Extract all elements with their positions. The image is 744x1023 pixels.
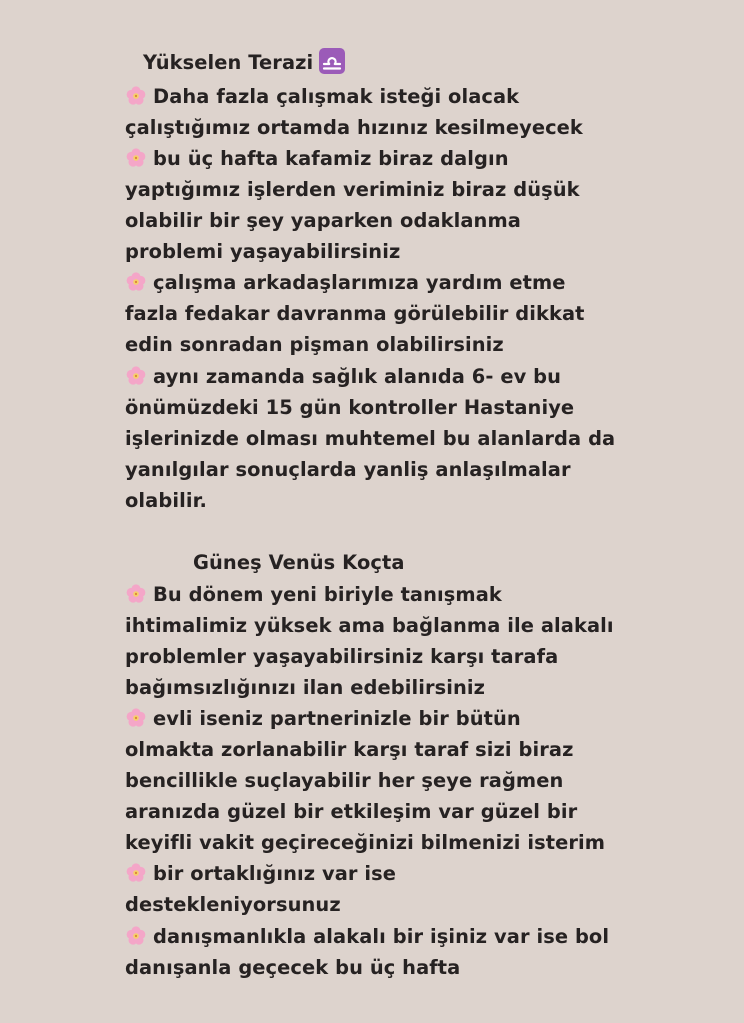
line-text: bencillikle suçlayabilir her şeye rağmen bbox=[125, 769, 564, 792]
blossom-icon bbox=[125, 925, 147, 947]
text-line bbox=[125, 111, 583, 142]
line-text: edin sonradan pişman olabilirsiniz bbox=[125, 333, 504, 356]
line-text: danışanla geçecek bu üç hafta bbox=[125, 956, 461, 979]
blossom-icon bbox=[125, 707, 147, 729]
text-line bbox=[125, 888, 341, 919]
line-text: problemi yaşayabilirsiniz bbox=[125, 240, 401, 263]
line-text: yanılgılar sonuçlarda yanliş anlaşılmalar bbox=[125, 458, 571, 481]
text-line bbox=[125, 764, 563, 795]
text-line bbox=[125, 640, 558, 671]
text-line bbox=[125, 578, 502, 609]
line-text: olabilir. bbox=[125, 489, 207, 512]
line-text: bu üç hafta kafamiz biraz dalgın bbox=[153, 147, 509, 170]
line-text: keyifli vakit geçireceğinizi bilmenizi isterim bbox=[125, 831, 606, 854]
blossom-icon bbox=[125, 365, 147, 387]
line-text: olabilir bir şey yaparken odaklanma bbox=[125, 209, 521, 232]
line-text: problemler yaşayabilirsiniz karşı tarafa bbox=[125, 645, 559, 668]
line-text: ihtimalimiz yüksek ama bağlanma ile alakalı bbox=[125, 614, 614, 637]
blossom-icon bbox=[125, 583, 147, 605]
text-line bbox=[125, 142, 509, 173]
text-line bbox=[125, 422, 615, 453]
text-line bbox=[125, 360, 561, 391]
blossom-icon bbox=[125, 147, 147, 169]
text-line bbox=[125, 702, 521, 733]
line-text: fazla fedakar davranma görülebilir dikkat bbox=[125, 302, 585, 325]
heading-text: Güneş Venüs Koçta bbox=[193, 551, 405, 574]
line-text: bağımsızlığınızı ilan edebilirsiniz bbox=[125, 676, 486, 699]
text-line bbox=[125, 80, 519, 111]
line-text: Daha fazla çalışmak isteği olacak bbox=[153, 85, 520, 108]
line-text: çalıştığımız ortamda hızınız kesilmeyecek bbox=[125, 116, 583, 139]
section-heading-gunes-venus-kocta bbox=[193, 546, 405, 577]
text-line bbox=[125, 297, 585, 328]
heading-text: Yükselen Terazi bbox=[143, 51, 314, 74]
text-line bbox=[125, 266, 566, 297]
line-text: danışmanlıkla alakalı bir işiniz var ise bol bbox=[153, 925, 610, 948]
text-line bbox=[125, 453, 571, 484]
blossom-icon bbox=[125, 271, 147, 293]
text-line bbox=[125, 826, 605, 857]
line-text: bir ortaklığınız var ise bbox=[153, 862, 397, 885]
text-line bbox=[125, 951, 460, 982]
line-text: aynı zamanda sağlık alanıda 6- ev bu bbox=[153, 365, 562, 388]
text-line bbox=[125, 795, 577, 826]
blossom-icon bbox=[125, 862, 147, 884]
text-line bbox=[125, 235, 400, 266]
text-line bbox=[125, 671, 485, 702]
text-line bbox=[125, 484, 207, 515]
text-line bbox=[125, 733, 574, 764]
line-text: işlerinizde olması muhtemel bu alanlarda da bbox=[125, 427, 616, 450]
line-text: olmakta zorlanabilir karşı taraf sizi biraz bbox=[125, 738, 574, 761]
text-line bbox=[125, 173, 580, 204]
text-line bbox=[125, 609, 614, 640]
blossom-icon bbox=[125, 85, 147, 107]
line-text: çalışma arkadaşlarımıza yardım etme bbox=[153, 271, 566, 294]
section-heading-yukselen-terazi bbox=[143, 46, 345, 77]
line-text: yaptığımız işlerden veriminiz biraz düşük bbox=[125, 178, 580, 201]
text-line bbox=[125, 391, 574, 422]
libra-zodiac-icon bbox=[319, 48, 345, 74]
text-line bbox=[125, 920, 609, 951]
line-text: aranızda güzel bir etkileşim var güzel bir bbox=[125, 800, 578, 823]
line-text: Bu dönem yeni biriyle tanışmak bbox=[153, 583, 502, 606]
line-text: önümüzdeki 15 gün kontroller Hastaniye bbox=[125, 396, 575, 419]
text-line bbox=[125, 857, 396, 888]
text-line bbox=[125, 328, 504, 359]
text-line bbox=[125, 204, 521, 235]
line-text: evli iseniz partnerinizle bir bütün bbox=[153, 707, 521, 730]
line-text: destekleniyorsunuz bbox=[125, 893, 341, 916]
